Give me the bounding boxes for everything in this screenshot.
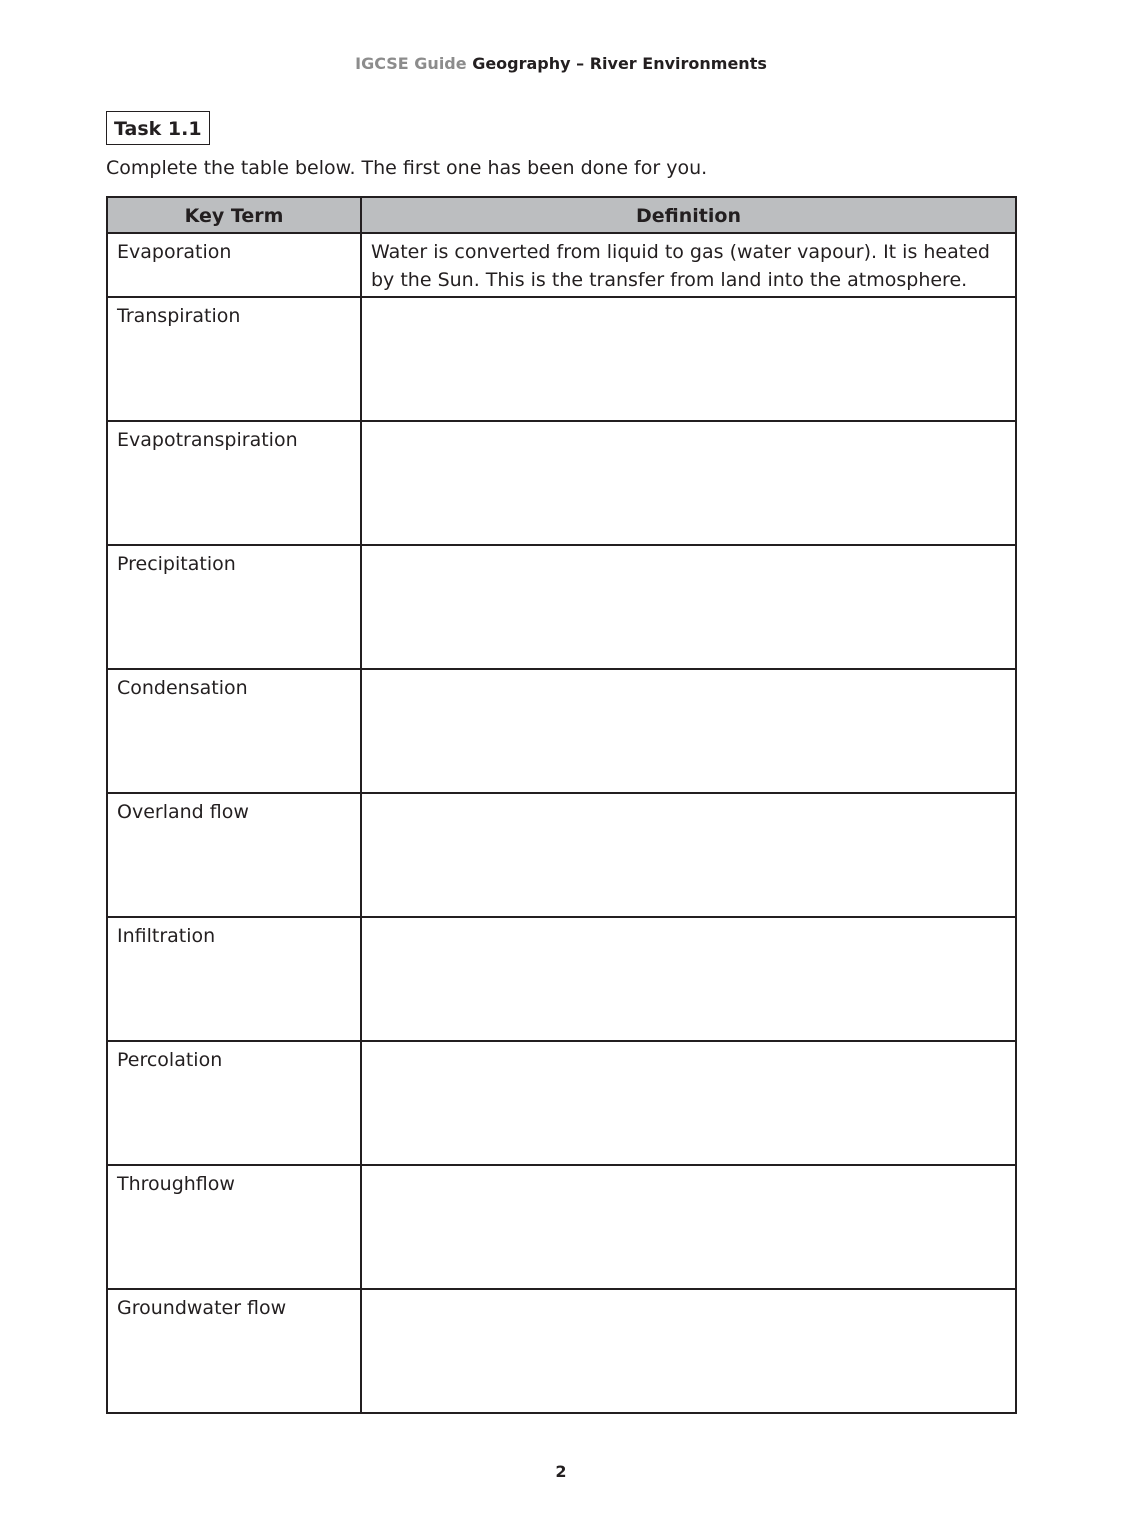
task-label: Task 1.1 [106,111,210,145]
key-term-cell: Precipitation [107,545,361,669]
table-row [107,1289,1016,1413]
table-row [107,421,1016,545]
table-row [107,233,1016,297]
key-terms-table [106,196,1017,1414]
key-term-header: Key Term [107,197,361,233]
key-term-cell: Evaporation [107,233,361,297]
definition-answer-cell[interactable] [361,545,1016,669]
table-row [107,1041,1016,1165]
table-row [107,793,1016,917]
key-term-cell: Evapotranspiration [107,421,361,545]
key-term-cell: Transpiration [107,297,361,421]
definition-answer-cell[interactable] [361,917,1016,1041]
definition-answer-cell[interactable] [361,1165,1016,1289]
definition-answer-cell[interactable] [361,1041,1016,1165]
definition-answer-cell[interactable] [361,1289,1016,1413]
key-term-cell: Overland flow [107,793,361,917]
definition-answer-cell[interactable] [361,421,1016,545]
definition-cell: Water is converted from liquid to gas (water vapour). It is heated by the Sun. This is the transfer from land into the atmosphere. [361,233,1016,297]
key-term-cell: Condensation [107,669,361,793]
document-title: Geography – River Environments [472,54,767,73]
key-term-cell: Percolation [107,1041,361,1165]
key-term-cell: Infiltration [107,917,361,1041]
table-row [107,917,1016,1041]
running-header [0,54,1122,73]
table-row [107,297,1016,421]
definition-answer-cell[interactable] [361,669,1016,793]
definition-answer-cell[interactable] [361,297,1016,421]
task-instruction: Complete the table below. The first one has been done for you. [106,157,708,179]
definition-header: Definition [361,197,1016,233]
key-term-cell: Throughflow [107,1165,361,1289]
key-term-cell: Groundwater flow [107,1289,361,1413]
table-header-row [107,197,1016,233]
table-row [107,1165,1016,1289]
series-name: IGCSE Guide [355,54,467,73]
definition-answer-cell[interactable] [361,793,1016,917]
page-number: 2 [555,1462,567,1481]
table-row [107,545,1016,669]
table-row [107,669,1016,793]
